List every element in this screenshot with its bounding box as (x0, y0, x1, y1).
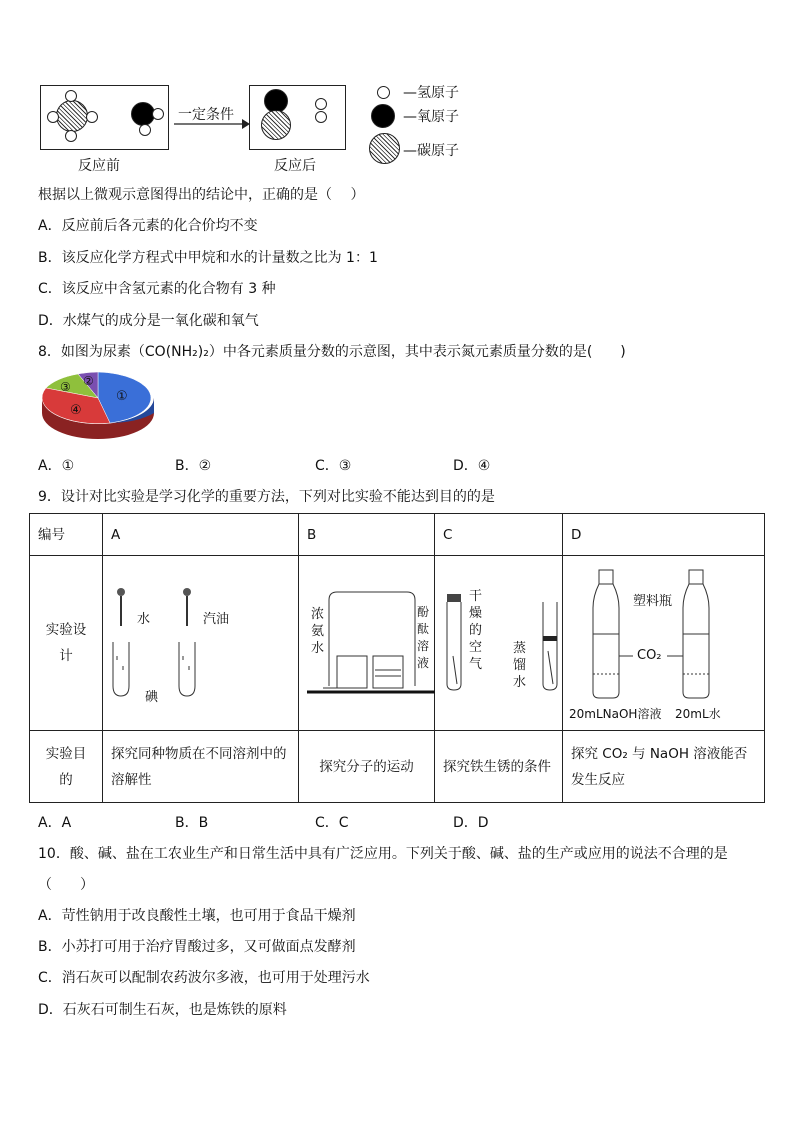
experiment-c-figure (435, 556, 563, 731)
header-d: D (563, 514, 765, 556)
header-number: 编号 (30, 514, 103, 556)
q10-stem: 10．酸、碱、盐在工农业生产和日常生活中具有广泛应用。下列关于酸、碱、盐的生产或应用的说法不合理的是 (38, 846, 728, 862)
carbon-atom (56, 100, 88, 132)
pie-label-3: ③ (60, 380, 71, 394)
q7-option-c: C．该反应中含氢元素的化合物有 3 种 (38, 281, 276, 297)
q10-option-d: D．石灰石可制生石灰，也是炼铁的原料 (38, 1002, 287, 1018)
legend-hydrogen: —氢原子 (403, 85, 459, 101)
label-water: 水 (137, 612, 151, 627)
label-naoh-solution: 20mLNaOH溶液 (569, 707, 662, 721)
purpose-c: 探究铁生锈的条件 (435, 731, 563, 803)
arrow-label: 一定条件 (178, 107, 234, 123)
legend-carbon: —碳原子 (403, 143, 459, 159)
q7-option-a: A．反应前后各元素的化合价均不变 (38, 218, 258, 234)
hydrogen-atom (315, 98, 327, 110)
q10-option-c: C．消石灰可以配制农药波尔多液，也可用于处理污水 (38, 970, 370, 986)
label-dry-air: 干燥的空气 (469, 589, 483, 672)
experiment-d-figure (563, 556, 765, 731)
label-co2: CO₂ (637, 648, 662, 663)
test-tubes-figure (435, 556, 563, 730)
pie-label-2: ② (83, 374, 94, 388)
hydrogen-atom (152, 108, 164, 120)
label-phenolphthalein: 酚酞溶液 (417, 605, 430, 670)
label-water-20ml: 20mL水 (675, 707, 721, 721)
hydrogen-atom (65, 90, 77, 102)
purpose-d: 探究 CO₂ 与 NaOH 溶液能否发生反应 (563, 731, 765, 803)
label-distilled-water: 蒸馏水 (513, 641, 527, 690)
experiment-b-figure (299, 556, 435, 731)
q9-option-c: C．C (315, 815, 349, 831)
q8-stem: 8．如图为尿素（CO(NH₂)₂）中各元素质量分数的示意图，其中表示氮元素质量分数的是( ) (38, 344, 626, 360)
pie-chart (38, 368, 160, 440)
q9-option-b: B．B (175, 815, 209, 831)
pie-label-1: ① (116, 389, 128, 404)
q7-option-b: B．该反应化学方程式中甲烷和水的计量数之比为 1：1 (38, 250, 378, 266)
experiment-a-figure (103, 556, 299, 731)
q8-option-d: D．④ (453, 458, 491, 474)
label-plastic-bottle: 塑料瓶 (633, 594, 673, 609)
row-label-design: 实验设计 (30, 556, 103, 731)
q10-option-a: A．苛性钠用于改良酸性土壤，也可用于食品干燥剂 (38, 908, 356, 924)
after-label: 反应后 (274, 158, 316, 174)
q8-option-a: A．① (38, 458, 75, 474)
arrow-icon (170, 118, 250, 130)
row-label-purpose: 实验目的 (30, 731, 103, 803)
oxygen-legend-icon (371, 104, 395, 128)
header-a: A (103, 514, 299, 556)
hydrogen-atom (47, 111, 59, 123)
header-c: C (435, 514, 563, 556)
label-iodine: 碘 (145, 690, 159, 705)
hydrogen-legend-icon (377, 86, 390, 99)
q9-stem: 9．设计对比实验是学习化学的重要方法，下列对比实验不能达到目的的是 (38, 489, 495, 505)
before-label: 反应前 (78, 158, 120, 174)
experiment-table (29, 513, 765, 803)
hydrogen-atom (315, 111, 327, 123)
q7-stem: 根据以上微观示意图得出的结论中，正确的是（ ） (38, 187, 365, 203)
hydrogen-atom (65, 130, 77, 142)
q10-paren: （ ） (38, 877, 94, 893)
pie-label-4: ④ (70, 403, 82, 418)
hydrogen-atom (139, 124, 151, 136)
label-gasoline: 汽油 (203, 612, 230, 627)
hydrogen-atom (86, 111, 98, 123)
plastic-bottles-figure (563, 556, 765, 730)
legend-oxygen: —氧原子 (403, 109, 459, 125)
q9-option-d: D．D (453, 815, 489, 831)
q9-option-a: A．A (38, 815, 72, 831)
label-ammonia: 浓氨水 (311, 607, 325, 656)
q7-option-d: D．水煤气的成分是一氧化碳和氧气 (38, 313, 259, 329)
dropper-tubes-figure (103, 556, 299, 730)
header-b: B (299, 514, 435, 556)
carbon-legend-icon (369, 133, 400, 164)
q10-option-b: B．小苏打可用于治疗胃酸过多，又可做面点发酵剂 (38, 939, 356, 955)
carbon-atom (261, 110, 291, 140)
q8-option-c: C．③ (315, 458, 352, 474)
purpose-a: 探究同种物质在不同溶剂中的溶解性 (103, 731, 299, 803)
purpose-b: 探究分子的运动 (299, 731, 435, 803)
q8-option-b: B．② (175, 458, 212, 474)
